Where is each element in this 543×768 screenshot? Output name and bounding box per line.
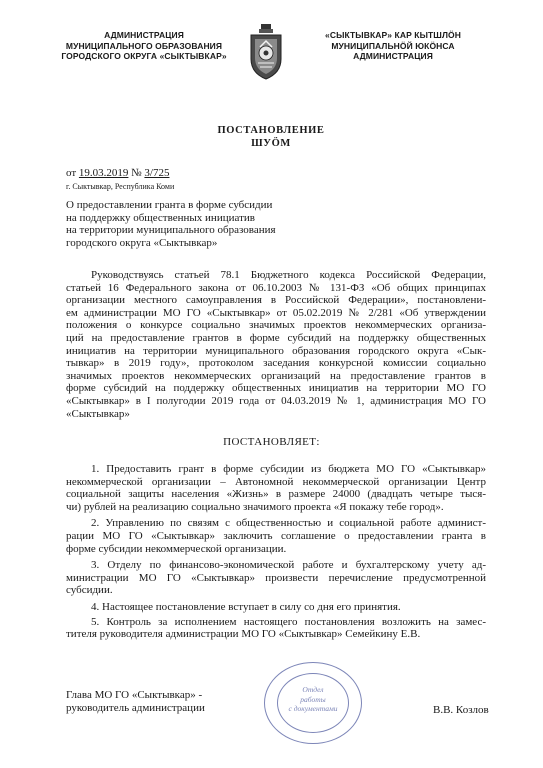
header-left xyxy=(44,30,244,62)
title-line: ШУÖМ xyxy=(251,138,291,149)
item-line: 4. Настоящее постановление вступает в силу со дня его принятия. xyxy=(91,600,401,613)
resolution-items xyxy=(66,463,486,641)
signatory-position-line: Глава МО ГО «Сыктывкар» - xyxy=(66,689,203,701)
document-title xyxy=(171,124,371,150)
subject-line: на поддержку общественных инициатив xyxy=(66,211,255,224)
header-right xyxy=(298,30,488,62)
resolution-item-5 xyxy=(66,616,486,641)
preamble-line: организации местного самоуправления в Российской Федерации», постановлени- xyxy=(66,294,486,307)
preamble-line: тывкар» в 2019 году», протоколом заседания конкурсной комиссии социально xyxy=(66,357,486,370)
resolution-item-1 xyxy=(66,463,486,513)
subject-line: на территории муниципального образования xyxy=(66,224,276,237)
preamble-line: ций на предоставление грантов в форме субсидий на поддержку общественных xyxy=(66,331,486,344)
preamble-line: Руководствуясь статьей 78.1 Бюджетного кодекса Российской Федерации, xyxy=(91,269,486,281)
document-date-number: от 19.03.2019 № 3/725 xyxy=(66,167,170,179)
header-left-line: МУНИЦИПАЛЬНОГО ОБРАЗОВАНИЯ xyxy=(65,40,223,51)
document-number: 3/725 xyxy=(144,167,170,179)
resolution-item-3 xyxy=(66,559,486,597)
signatory-position-line: руководитель администрации xyxy=(66,701,205,714)
preamble-line: инициатив на территории муниципального образования городского округа «Сык- xyxy=(66,344,486,357)
subject-line: О предоставлении гранта в форме субсидии xyxy=(66,199,273,211)
resolution-item-2 xyxy=(66,517,486,555)
preamble xyxy=(66,269,486,420)
preamble-line: форме субсидий на поддержку общественных инициатив на территории МО ГО xyxy=(66,382,486,395)
document-place: г. Сыктывкар, Республика Коми xyxy=(66,182,175,191)
item-line: рации МО ГО «Сыктывкар» заключить соглашение о предоставлении гранта в xyxy=(66,529,486,542)
header-right-line: МУНИЦИПАЛЬНÖЙ ЮКÖНСА xyxy=(331,40,455,51)
item-line: социальной защиты населения «Жизнь» в размере 24000 (двадцать четыре тыся- xyxy=(66,488,486,501)
header-right-line: АДМИНИСТРАЦИЯ xyxy=(353,51,433,61)
document-subject xyxy=(66,199,276,249)
item-line: 5. Контроль за исполнением настоящего постановления возложить на замес- xyxy=(91,615,486,628)
item-line: тителя руководителя администрации МО ГО «Сыктывкар» Семейкину Е.В. xyxy=(66,628,421,641)
preamble-line: ем администрации МО ГО «Сыктывкар» от 05.02.2019 № 2/281 «Об утверждении xyxy=(66,306,486,319)
item-line: 1. Предоставить грант в форме субсидии из бюджета МО ГО «Сыктывкар» xyxy=(91,463,486,475)
item-line: 3. Отделу по финансово-экономической работе и бухгалтерскому учету ад- xyxy=(91,559,486,572)
header-right-line: «СЫКТЫВКАР» КАР КЫТШЛÖН xyxy=(325,30,461,40)
preamble-line: статьей 16 Федерального закона от 06.10.2003 № 131-ФЗ «Об общих принципах xyxy=(66,281,486,294)
preamble-line: «Сыктывкар» xyxy=(66,407,130,420)
title-line: ПОСТАНОВЛЕНИЕ xyxy=(217,125,325,136)
document-date: 19.03.2019 xyxy=(78,167,129,179)
preamble-line: «Сыктывкар» в I полугодии 2019 года от 04.03.2019 № 1, администрация МО ГО xyxy=(66,394,486,407)
signatory-position xyxy=(66,689,205,714)
item-line: форме субсидии некоммерческой организации. xyxy=(66,542,287,555)
resolution-item-4 xyxy=(66,601,486,614)
item-line: некоммерческой организации – Автономной некоммерческой организации Центр xyxy=(66,475,486,488)
preamble-line: положения о конкурсе социально значимых проектов некоммерческих организа- xyxy=(66,319,486,332)
item-line: чи) рублей на реализацию социально значимого проекта «Я покажу тебе город». xyxy=(66,500,444,513)
coat-of-arms-icon xyxy=(248,23,284,81)
office-stamp xyxy=(264,662,362,744)
item-line: 2. Управлению по связям с общественностью и социальной работе админист- xyxy=(91,517,486,530)
item-line: субсидии. xyxy=(66,584,113,597)
office-stamp-text: Отдел работы с документами xyxy=(288,685,338,713)
header-left-line: ГОРОДСКОГО ОКРУГА «СЫКТЫВКАР» xyxy=(61,51,227,61)
resolves-heading: ПОСТАНОВЛЯЕТ: xyxy=(223,436,320,448)
header-left-line: АДМИНИСТРАЦИЯ xyxy=(104,30,184,40)
item-line: министрации МО ГО «Сыктывкар» произвести перечисление предусмотренной xyxy=(66,571,486,584)
signatory-name: В.В. Козлов xyxy=(433,704,489,716)
preamble-line: значимых проектов некоммерческих организаций на предоставление грантов в xyxy=(66,369,486,382)
subject-line: городского округа «Сыктывкар» xyxy=(66,236,218,249)
